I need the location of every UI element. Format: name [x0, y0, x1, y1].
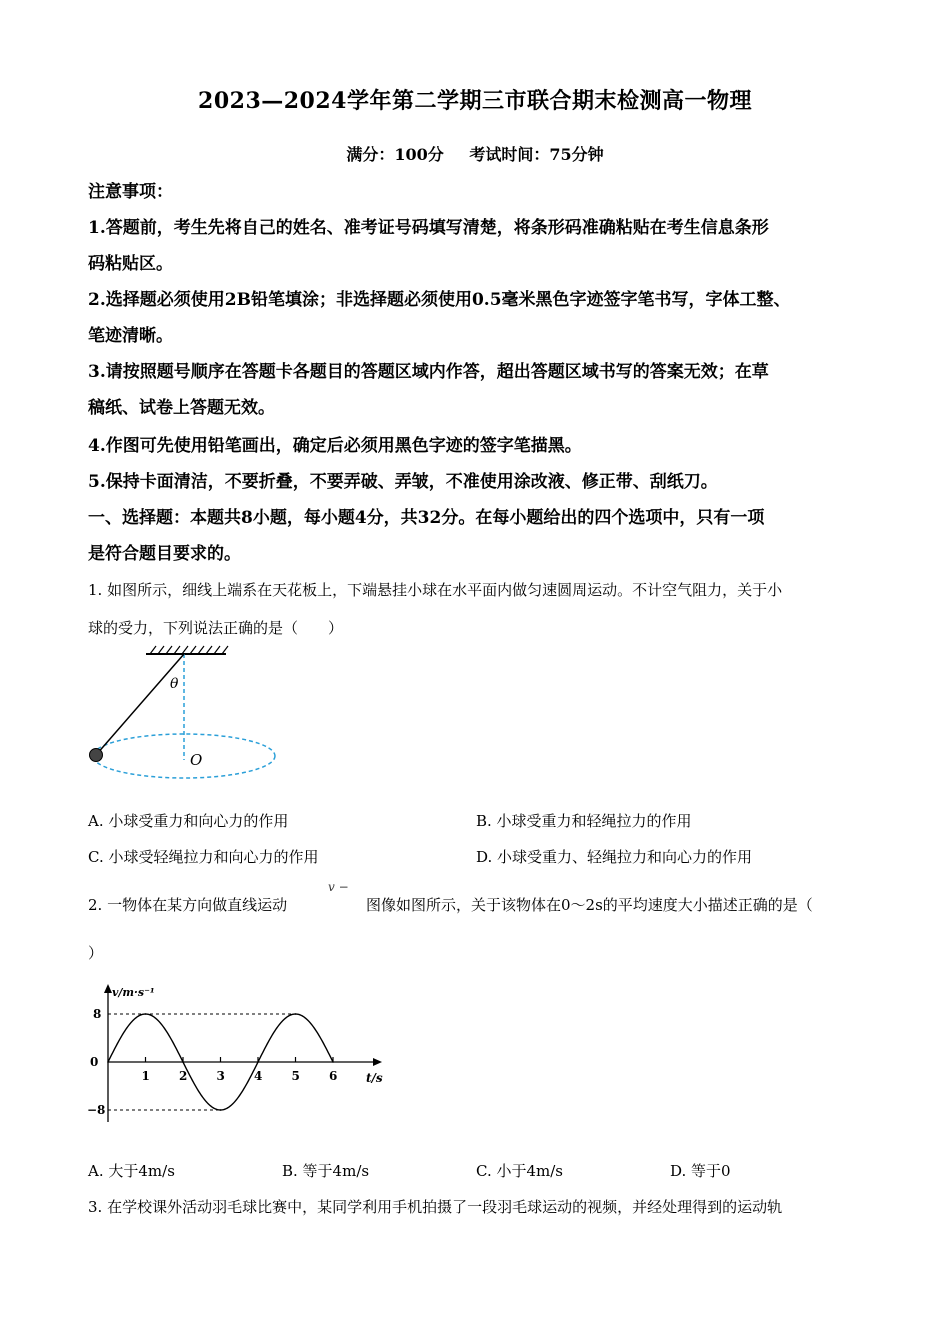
exam-time: 考试时间：75分钟: [469, 145, 604, 164]
ceiling-hatch: [150, 646, 228, 654]
q2-stem-vt: v −: [328, 880, 349, 894]
data-point: [332, 1061, 334, 1063]
data-point: [107, 1061, 109, 1063]
q2-option-b[interactable]: B. 等于4m/s: [282, 1162, 370, 1180]
notice-item-4: 4.作图可先使用铅笔画出，确定后必须用黑色字迹的签字笔描黑。: [88, 436, 582, 456]
notice-item-1b: 码粘贴区。: [88, 254, 173, 274]
q2-option-a[interactable]: A. 大于4m/s: [88, 1162, 175, 1180]
exam-info: [0, 142, 950, 165]
x-axis-label: t/s: [366, 1071, 383, 1085]
notice-item-3a: 3.请按照题号顺序在答题卡各题目的答题区域内作答，超出答题区域书写的答案无效；在草: [88, 362, 769, 382]
q1-option-c[interactable]: C. 小球受轻绳拉力和向心力的作用: [88, 848, 319, 866]
x-tick-label: 2: [179, 1069, 188, 1083]
notice-item-5: 5.保持卡面清洁，不要折叠，不要弄破、弄皱，不准使用涂改液、修正带、刮纸刀。: [88, 472, 718, 492]
data-point: [295, 1013, 297, 1015]
data-point: [220, 1109, 222, 1111]
notice-item-2b: 笔迹清晰。: [88, 326, 173, 346]
q2-vt-chart: [84, 978, 394, 1138]
y-tick-label-max: 8: [93, 1007, 102, 1021]
q2-option-d[interactable]: D. 等于0: [670, 1162, 731, 1180]
q1-stem-b: 球的受力，下列说法正确的是（ ）: [88, 619, 344, 637]
q2-stem-a: 2. 一物体在某方向做直线运动: [88, 896, 288, 914]
section-heading-b: 是符合题目要求的。: [88, 544, 241, 564]
full-score: 满分：100分: [346, 145, 444, 164]
q2-stem-b: 图像如图所示，关于该物体在0～2s的平均速度大小描述正确的是（: [366, 896, 813, 914]
q1-option-d[interactable]: D. 小球受重力、轻绳拉力和向心力的作用: [476, 848, 753, 866]
q1-option-b[interactable]: B. 小球受重力和轻绳拉力的作用: [476, 812, 692, 830]
theta-label: θ: [170, 676, 179, 692]
page-title: 2023—2024学年第二学期三市联合期末检测高一物理: [198, 88, 752, 114]
string: [96, 654, 184, 755]
data-point: [257, 1061, 259, 1063]
center-o-label: O: [190, 751, 203, 769]
data-point: [145, 1013, 147, 1015]
q2-option-c[interactable]: C. 小于4m/s: [476, 1162, 563, 1180]
notice-item-3b: 稿纸、试卷上答题无效。: [88, 398, 275, 418]
x-tick-label: 5: [291, 1069, 300, 1083]
notice-heading: 注意事项：: [88, 182, 173, 202]
x-tick-label: 3: [216, 1069, 225, 1083]
data-point: [182, 1061, 184, 1063]
x-tick-label: 1: [141, 1069, 150, 1083]
q1-pendulum-figure: [84, 642, 284, 782]
x-axis-arrow: [373, 1058, 382, 1066]
origin-label: 0: [90, 1055, 99, 1069]
notice-item-2a: 2.选择题必须使用2B铅笔填涂；非选择题必须使用0.5毫米黑色字迹签字笔书写，字体工整、: [88, 290, 791, 310]
section-heading-a: 一、选择题：本题共8小题，每小题4分，共32分。在每小题给出的四个选项中，只有一项: [88, 508, 765, 528]
q2-stem-c: ）: [88, 944, 104, 962]
q3-stem-a: 3. 在学校课外活动羽毛球比赛中，某同学利用手机拍摄了一段羽毛球运动的视频，并经处理得到的运动轨: [88, 1198, 783, 1216]
x-tick-label: 4: [254, 1069, 263, 1083]
q1-stem-a: 1. 如图所示，细线上端系在天花板上，下端悬挂小球在水平面内做匀速圆周运动。不计空气阻力，关于小: [88, 581, 783, 599]
x-tick-label: 6: [329, 1069, 338, 1083]
notice-item-1a: 1.答题前，考生先将自己的姓名、准考证号码填写清楚，将条形码准确粘贴在考生信息条形: [88, 218, 769, 238]
y-axis-label: v/m·s⁻¹: [112, 986, 155, 999]
y-tick-label-min: −8: [87, 1103, 106, 1117]
q1-option-a[interactable]: A. 小球受重力和向心力的作用: [88, 812, 289, 830]
ball: [90, 749, 103, 762]
y-axis-arrow: [104, 984, 112, 993]
